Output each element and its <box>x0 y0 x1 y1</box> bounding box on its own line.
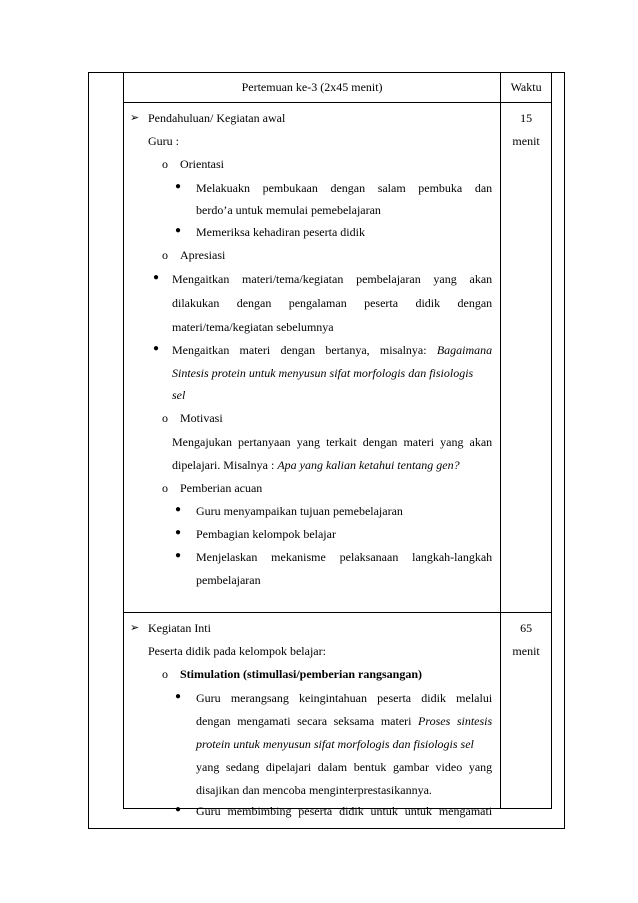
guru-label: Guru : <box>148 134 179 148</box>
section-inti-content <box>124 613 500 818</box>
circle-bullet-icon: o <box>162 157 168 171</box>
stim-item-1-cont: protein untuk menyusun sifat morfologis dan fisiologis sel <box>196 737 474 751</box>
section-pendahuluan-row <box>124 103 552 613</box>
dot-bullet-icon: ● <box>175 804 182 815</box>
section-heading: Pendahuluan/ Kegiatan awal <box>148 111 286 125</box>
acuan-item-1: Guru menyampaikan tujuan pemebelajaran <box>196 504 403 518</box>
arrow-bullet-icon: ➢ <box>130 622 140 634</box>
apresiasi-label: Apresiasi <box>180 248 226 262</box>
dot-bullet-icon: ● <box>175 225 182 236</box>
pendahuluan-duration: 15 menit <box>512 111 540 148</box>
dot-bullet-icon: ● <box>175 504 182 515</box>
meeting-title: Pertemuan ke-3 (2x45 menit) <box>124 73 501 103</box>
stim-item-1: Guru merangsang keingintahuan peserta didik melalui <box>196 691 493 705</box>
table-header-row <box>124 73 552 103</box>
dot-bullet-icon: ● <box>175 691 182 702</box>
circle-bullet-icon: o <box>162 248 168 262</box>
lesson-plan-table <box>123 72 552 818</box>
circle-bullet-icon: o <box>162 411 168 425</box>
orientasi-item-1: Melakuakn pembukaan dengan salam pembuka dan <box>196 181 493 195</box>
orientasi-label: Orientasi <box>180 157 224 171</box>
apresiasi-item-2: Mengaitkan materi dengan bertanya, misalnya: Bagaimana <box>172 343 493 357</box>
acuan-label: Pemberian acuan <box>180 481 263 495</box>
apresiasi-item-1-cont: materi/tema/kegiatan sebelumnya <box>172 320 334 334</box>
motivasi-label: Motivasi <box>180 411 223 425</box>
section-heading: Kegiatan Inti <box>148 621 211 635</box>
acuan-item-3-cont: pembelajaran <box>196 573 261 587</box>
stim-item-1-cont: disajikan dan mencoba menginterprestasikannya. <box>196 783 432 797</box>
inti-duration: 65 menit <box>512 621 540 658</box>
motivasi-text: Mengajukan pertanyaan yang terkait dengan materi yang akan <box>172 435 493 449</box>
dot-bullet-icon: ● <box>153 343 160 354</box>
stim-item-2: Guru membimbing peserta didik untuk untuk mengamati <box>196 804 493 818</box>
acuan-item-2: Pembagian kelompok belajar <box>196 527 336 541</box>
section-inti-row <box>124 613 552 809</box>
dot-bullet-icon: ● <box>175 527 182 538</box>
motivasi-text-cont: dipelajari. Misalnya : Apa yang kalian ketahui tentang gen? <box>172 458 460 472</box>
stimulation-label: Stimulation (stimullasi/pemberian rangsangan) <box>180 667 423 681</box>
circle-bullet-icon: o <box>162 667 168 681</box>
orientasi-item-2: Memeriksa kehadiran peserta didik <box>196 225 365 239</box>
peserta-label: Peserta didik pada kelompok belajar: <box>148 644 326 658</box>
orientasi-item-1-cont: berdo’a untuk memulai pemebelajaran <box>196 203 381 217</box>
apresiasi-item-2-cont: Sintesis protein untuk menyusun sifat morfologis dan fisiologis <box>172 366 474 380</box>
dot-bullet-icon: ● <box>153 272 160 283</box>
apresiasi-item-1: Mengaitkan materi/tema/kegiatan pembelajaran yang akan <box>172 272 493 286</box>
acuan-item-3: Menjelaskan mekanisme pelaksanaan langkah-langkah <box>196 550 493 564</box>
stim-item-1-cont: yang sedang dipelajari dalam bentuk gambar video yang <box>196 760 493 774</box>
time-column-header: Waktu <box>501 73 552 103</box>
dot-bullet-icon: ● <box>175 181 182 192</box>
apresiasi-item-2-cont: sel <box>172 388 186 402</box>
section-pendahuluan-content <box>124 103 500 612</box>
stim-item-1-cont: dengan mengamati secara seksama materi Proses sintesis <box>196 714 493 728</box>
dot-bullet-icon: ● <box>175 550 182 561</box>
arrow-bullet-icon: ➢ <box>130 112 140 124</box>
apresiasi-item-1-cont: dilakukan dengan pengalaman peserta didik dengan <box>172 296 493 310</box>
circle-bullet-icon: o <box>162 481 168 495</box>
